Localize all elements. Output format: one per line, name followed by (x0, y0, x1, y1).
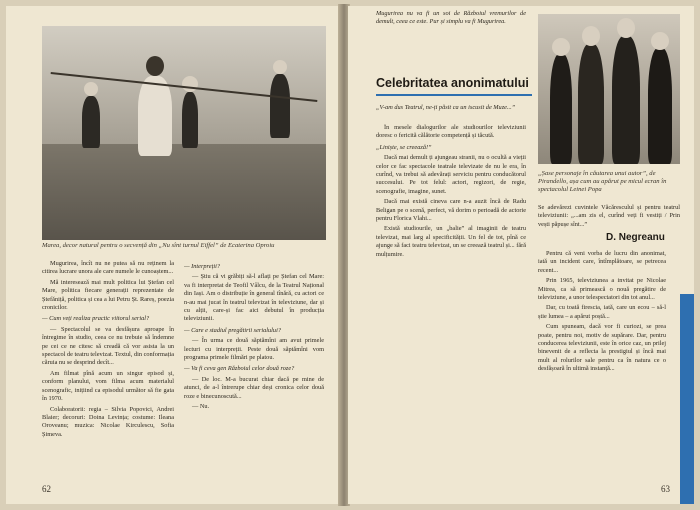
paragraph: — De loc. M-a bucurat chiar dacă pe mine de atunci, de a-l întrerupe chiar deși cronica celor două roze e binecunoscută... (184, 375, 324, 400)
left-page (6, 6, 340, 504)
beach-photo (42, 26, 326, 240)
paragraph: Dar, cu toată firescia, iată, care un ecou – să-l știe lumea – a apărut poștă... (538, 304, 666, 320)
photo-head-2 (146, 56, 164, 76)
paragraph: — Nu. (192, 403, 210, 411)
paragraph: Prin 1965, televiziunea a invitat pe Nicolae Mitrea, ca să primească o nouă pregătire de televiziune, a unor telespectatori din tot anul... (538, 277, 666, 302)
paragraph: Pentru că veni vorba de lucru din anonimat, iată un incident care, întîmplătoare, se petrecea recent... (538, 250, 666, 274)
intro-text: Mugurirea nu va fi un soi de Războiul vremurilor de demult, ceea ce este. Pur și simplu va fi Mugurirea. (376, 10, 526, 26)
paragraph: Cum spuneam, dacă vor fi curiozi, se prea poate, pentru noi, motiv de supărare. Dar, pentru conducerea televiziunii, este în orice caz, un prilej binevenit de a reflecta la prestigiul și încă mai mult al rolurilor sale pentru ca în natura ce o desfășoară în ultimă instanță... (538, 323, 666, 373)
question: — Cum veți realiza practic viitorul serial? (42, 315, 150, 323)
actors-photo-caption: „Șase personaje în căutarea unui autor”, de Pirandello, așa cum au apărut pe micul ecran în spectacolul Leinei Popa (538, 170, 667, 193)
actor-4 (648, 48, 672, 164)
actor-4-head (651, 32, 669, 50)
paragraph: Colaboratorii: regia – Silvia Popovici, Andrei Blaier; decoruri: Doina Levința; costume: Ileana Oroveanu; muzica: Nicolae Kirculescu, Sofia Șimeva. (42, 405, 174, 438)
actor-1-head (552, 38, 570, 56)
epigraph: „V-am dus Teatrul, ne-ți păsit ca un iscusit de Muze...” (376, 104, 516, 111)
photo-head-3 (182, 76, 198, 92)
actor-2-head (582, 26, 600, 46)
question: — Interpreții? (184, 263, 220, 270)
paragraph: Există studiourile, un „balie” al imaginii de teatru televizat, mai larg al specificității. Un fel de tot, pînă ce ajunge să faci teatru televizat, un se creează teatrul și... fără mulțumire. (376, 225, 526, 258)
after-photo-text: Se adevărezi cuvintele Văcăresculul și pentru teatrul televiziunii: „...am zis el, curînd veți fi vestiți / Prin vești păpușe sînt...” (538, 204, 680, 228)
paragraph: — Spectacolul se va desfășura aproape în întregime în studio, ceea ce nu trebuie să îndemne pe cei ce ne citesc să creadă că vor asista la un spectacol de teatru televizat. Textul, din conformația căruia nu se desprind decît... (42, 325, 174, 367)
actor-1 (550, 54, 572, 164)
paragraph: Am filmat pînă acum un singur episod și, conform planului, vom filma acum materialul scenografic, inițiind ca episodul următor să fie gata în 1970. (42, 369, 174, 403)
page-number-left: 62 (42, 484, 51, 494)
photo-head-1 (84, 82, 98, 96)
photo-head-4 (273, 60, 287, 74)
actor-3 (612, 36, 640, 164)
paragraph: Dacă mai există cineva care n-a auzit încă de Radu Beligan pe o scenă, perfect, vă dorim o perioadă de actorie pentru Florica Vlahi... (376, 198, 526, 223)
actor-2 (578, 44, 604, 164)
article-author: D. Negreanu (606, 232, 665, 243)
photo-figure-3 (182, 92, 198, 148)
question: — Care e stadiul pregătirii serialului? (184, 326, 281, 334)
left-column-1 (42, 260, 174, 472)
left-column-2 (184, 260, 324, 472)
article-title: Celebritatea anonimatului (376, 76, 529, 90)
question: — Va fi ceva gen Războiul celor două roze? (184, 365, 295, 373)
right-page (348, 6, 694, 504)
paragraph: — Știu că vi grăbiți să-l aflați pe Ștefan cel Mare: va fi interpretat de Teofil Vâlcu, de la Teatrul Național din Iași. Am o distribuție în general tînără, cu actori ce n-au mai jucat în teatrul televizat în televiziune, dar și cu alții, care-și fac aici debutul în producția televiziunii. (184, 273, 324, 323)
title-rule (376, 94, 532, 96)
paragraph: Mă interesează mai mult politica lui Ștefan cel Mare, politica fiecare generații reprezentate de Ștefăniță, politica și cea a lui Petru Șt. Rareș, poezia cronicilor. (42, 278, 174, 312)
paragraph: Mugurirea, încît nu ne putea să nu reținem la citirea lucrare unora ale care numele le cunoaștem... (42, 260, 174, 276)
photo-caption: Marea, decor natural pentru o secvență din „Nu sînt turnul Eiffel” de Ecaterina Oproiu (42, 242, 275, 249)
paragraph: — În urma ce două săptămîni am avut primele lecturi cu interpreții. Peste două săptămîni vom programa primele filmări pe platou. (184, 337, 324, 362)
paragraph: Dacă mai demult ți ajungeau stranii, nu o ocultă a vieții celor ce fac spectacole teatrale televizate de nu le era, în curînd, va trebui să adevărați serviciu pentru conducătorul succesului. Pe tot felul: actori, regizori, de regie, scenografie, imagine, sunet. (376, 154, 526, 195)
page-number-right: 63 (661, 484, 670, 494)
photo-figure-1 (82, 96, 100, 148)
quote: „Liniște, se creează!” (376, 143, 432, 151)
photo-figure-4 (270, 74, 290, 138)
edge-color-bar (680, 294, 694, 504)
actors-photo (538, 14, 680, 164)
paragraph: În mesele dialogurilor ale studiourilor televiziunii doresc o fericită călătorie competență și tăcută. (376, 124, 526, 140)
right-column-2 (538, 250, 666, 474)
photo-figure-2 (138, 76, 172, 156)
right-column-1 (376, 124, 526, 474)
actor-3-head (617, 18, 635, 38)
